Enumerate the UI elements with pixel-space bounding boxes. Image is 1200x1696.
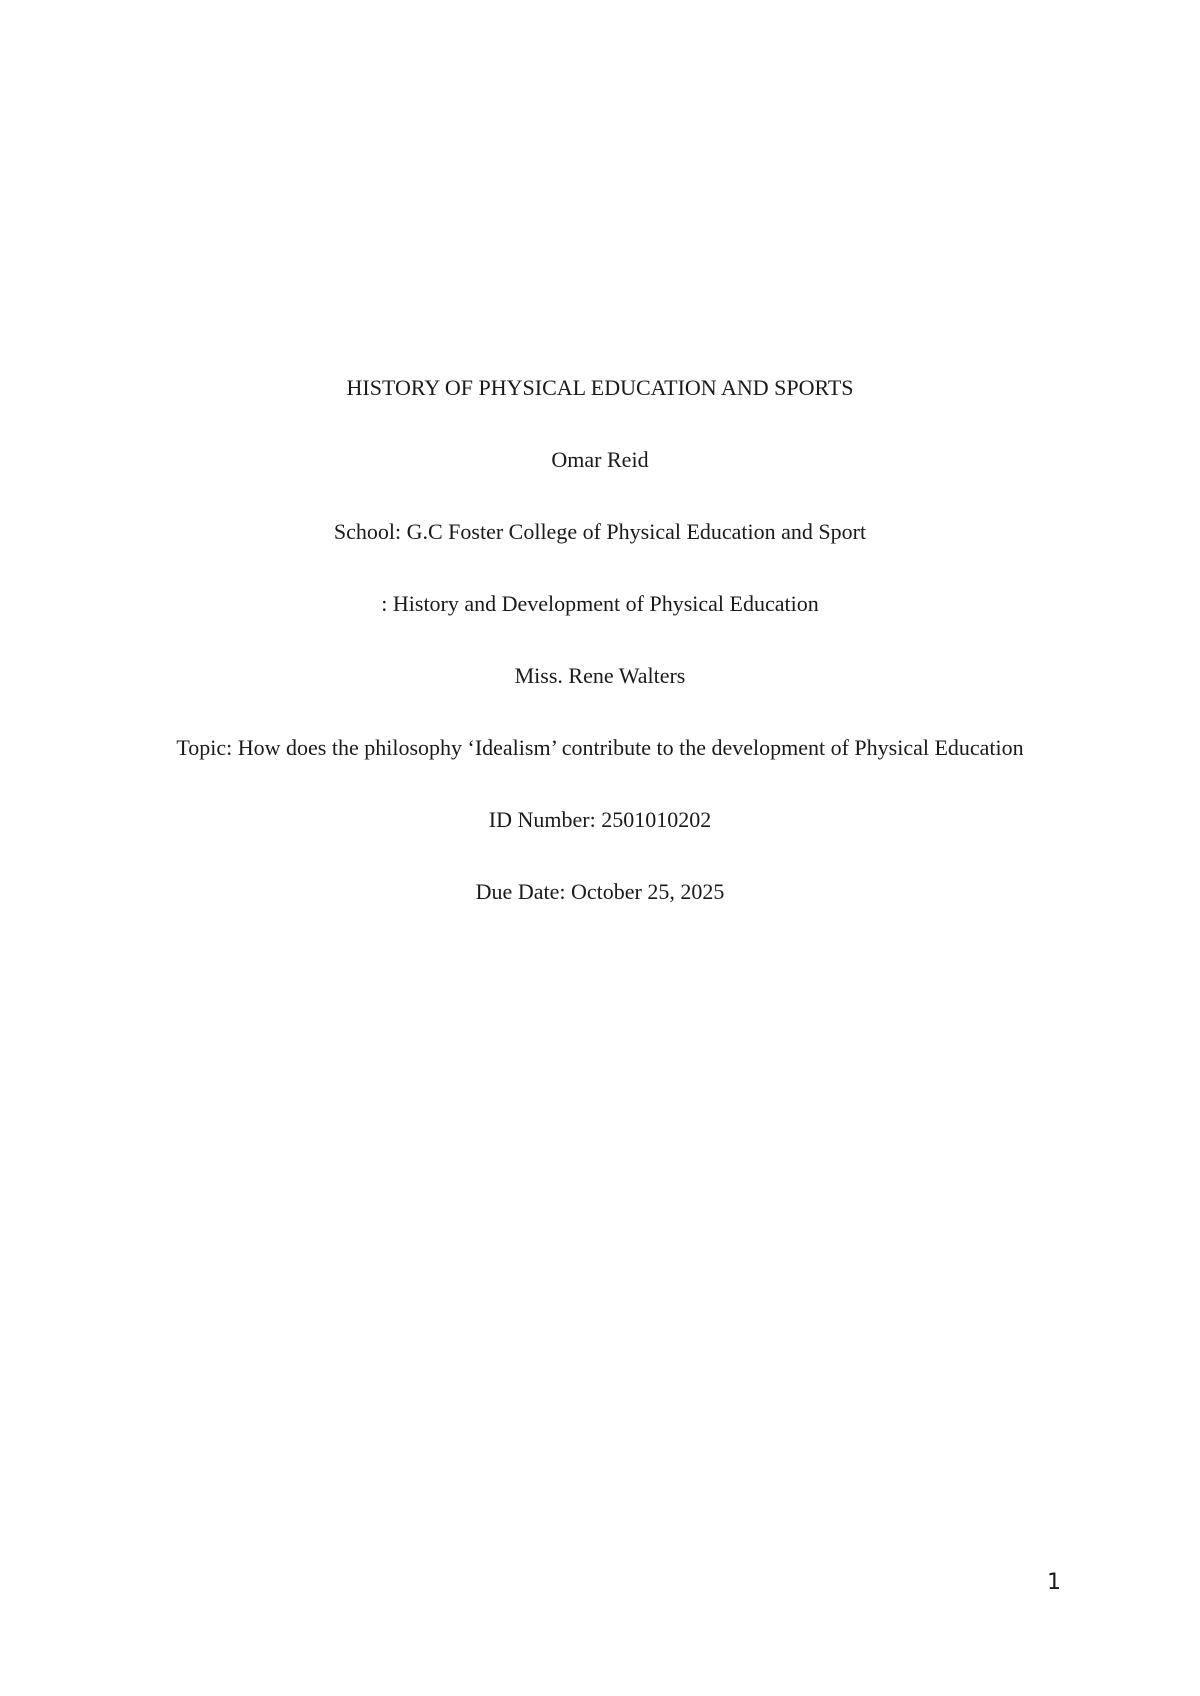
school-name: School: G.C Foster College of Physical Education and Sport (333, 519, 867, 544)
id-number: ID Number: 2501010202 (488, 807, 712, 832)
author-name: Omar Reid (551, 447, 649, 472)
title-block (150, 360, 1050, 936)
instructor-name: Miss. Rene Walters (514, 663, 686, 688)
course-name: : History and Development of Physical Education (381, 591, 819, 616)
due-date: Due Date: October 25, 2025 (475, 879, 725, 904)
page-number: 1 (1047, 1570, 1061, 1595)
paper-topic: Topic: How does the philosophy ‘Idealism’ contribute to the development of Physical Education (176, 735, 1024, 760)
paper-title: HISTORY OF PHYSICAL EDUCATION AND SPORTS (346, 375, 854, 400)
